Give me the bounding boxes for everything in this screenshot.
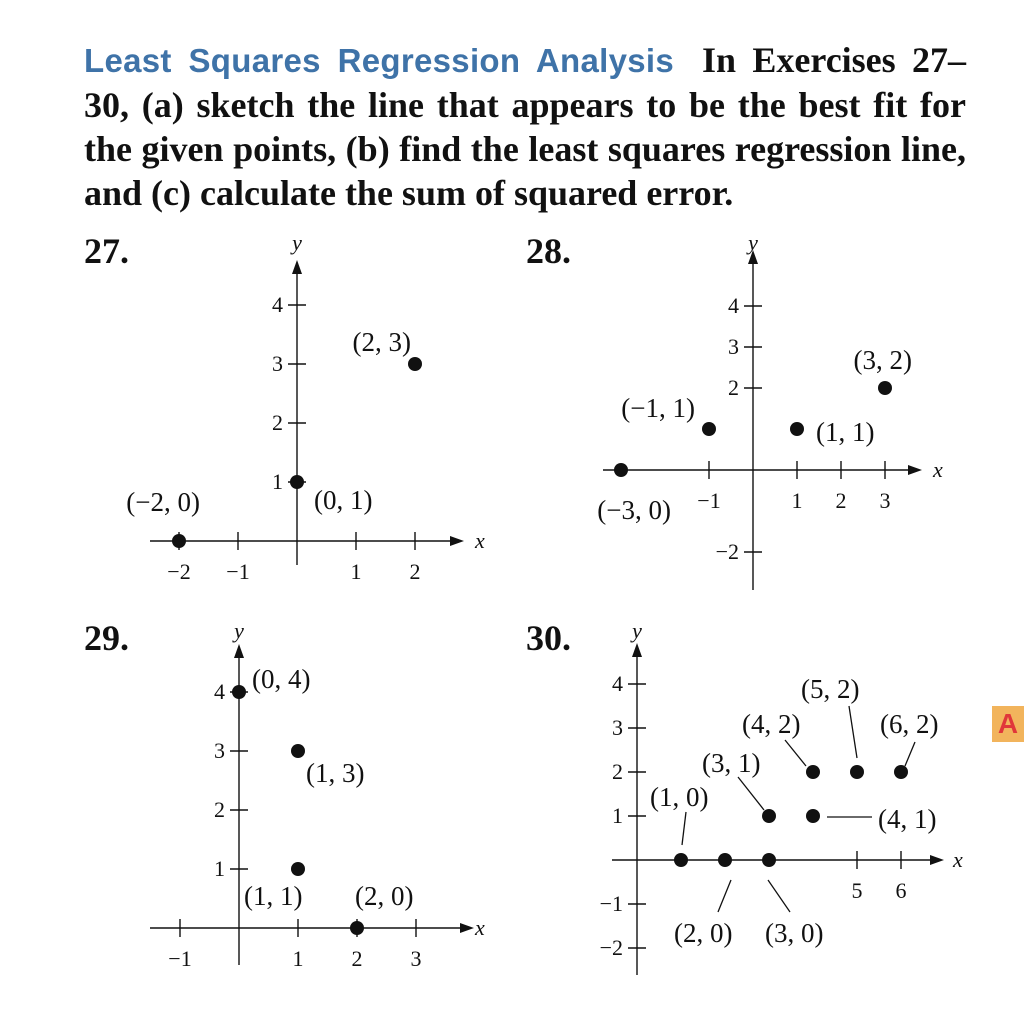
x-axis-label: x [475, 915, 485, 940]
data-point [762, 809, 776, 823]
highlight-icon[interactable]: A [992, 706, 1024, 742]
point-label: (1, 1) [244, 881, 303, 911]
data-point [790, 422, 804, 436]
data-point [291, 744, 305, 758]
x-tick-label: −1 [226, 559, 250, 584]
x-tick-label: 1 [292, 946, 304, 971]
leader-line [849, 706, 857, 758]
point-label: (3, 1) [702, 748, 761, 778]
x-tick-label: 2 [409, 559, 421, 584]
leader-line [682, 812, 686, 845]
y-tick-label: −2 [715, 539, 739, 564]
y-axis-label: y [748, 230, 758, 255]
y-tick-label: 4 [612, 671, 623, 696]
x-tick-label: −2 [167, 559, 191, 584]
data-point [878, 381, 892, 395]
x-tick-label: 6 [895, 878, 907, 903]
y-tick-label: 4 [728, 293, 739, 318]
section-heading: Least Squares Regression Analysis [84, 42, 675, 79]
x-tick-label: 2 [351, 946, 363, 971]
y-tick-label: 1 [612, 803, 623, 828]
data-point [718, 853, 732, 867]
point-label: (0, 4) [252, 664, 311, 694]
point-label: (6, 2) [880, 709, 939, 739]
leader-line [768, 880, 790, 912]
data-point [674, 853, 688, 867]
x-axis-label: x [933, 457, 943, 482]
point-label: (3, 2) [853, 345, 912, 375]
y-axis-label: y [632, 618, 642, 643]
x-tick-label: −1 [697, 488, 721, 513]
point-label: (3, 0) [765, 918, 824, 948]
data-point [350, 921, 364, 935]
y-tick-label: 2 [728, 375, 739, 400]
x-tick-label: 1 [350, 559, 362, 584]
x-tick-label: 1 [791, 488, 803, 513]
y-axis-label: y [234, 618, 244, 643]
y-tick-label: 3 [728, 334, 739, 359]
y-tick-label: 1 [272, 469, 283, 494]
data-point [850, 765, 864, 779]
data-point [172, 534, 186, 548]
data-point [232, 685, 246, 699]
data-point [762, 853, 776, 867]
exercise-number-27: 27. [84, 231, 129, 271]
exercise-number-28: 28. [526, 231, 571, 271]
data-point [806, 809, 820, 823]
point-label: (2, 3) [352, 327, 411, 357]
y-tick-label: 2 [214, 797, 225, 822]
y-tick-label: 4 [272, 292, 283, 317]
point-label: (−2, 0) [126, 487, 200, 517]
x-axis-arrow [930, 855, 944, 865]
exercise-number-29: 29. [84, 618, 129, 658]
leader-line [905, 742, 915, 766]
y-tick-label: 2 [272, 410, 283, 435]
y-tick-label: 3 [272, 351, 283, 376]
data-point [408, 357, 422, 371]
instructions-text: In Exercises 27–30, (a) sketch the line that appears to be the best fit for the given points, (b) find the least squares regression line, and (c) calculate the sum of squared error. [84, 40, 966, 213]
point-label: (2, 0) [355, 881, 414, 911]
y-tick-label: 2 [612, 759, 623, 784]
x-axis-label: x [475, 528, 485, 553]
data-point [614, 463, 628, 477]
point-label: (5, 2) [801, 674, 860, 704]
x-axis-label: x [953, 847, 963, 872]
x-axis-arrow [450, 536, 464, 546]
y-axis-arrow [234, 644, 244, 658]
x-tick-label: 5 [851, 878, 863, 903]
x-axis-arrow [908, 465, 922, 475]
x-tick-label: −1 [168, 946, 192, 971]
point-label: (2, 0) [674, 918, 733, 948]
point-label: (0, 1) [314, 485, 373, 515]
point-label: (−3, 0) [597, 495, 671, 525]
y-tick-label: 1 [214, 856, 225, 881]
x-tick-label: 3 [410, 946, 422, 971]
point-label: (1, 1) [816, 417, 875, 447]
x-tick-label: 2 [835, 488, 847, 513]
data-point [291, 862, 305, 876]
data-point [702, 422, 716, 436]
point-label: (−1, 1) [621, 393, 695, 423]
y-axis-arrow [632, 643, 642, 657]
point-label: (4, 1) [878, 804, 937, 834]
point-label: (4, 2) [742, 709, 801, 739]
exercise-number-30: 30. [526, 618, 571, 658]
y-tick-label: 3 [214, 738, 225, 763]
leader-line [718, 880, 731, 912]
leader-line [738, 777, 764, 810]
leader-line [785, 740, 806, 766]
y-axis-arrow [292, 260, 302, 274]
y-tick-label: 3 [612, 715, 623, 740]
y-tick-label: 4 [214, 679, 225, 704]
y-tick-label: −2 [599, 935, 623, 960]
data-point [806, 765, 820, 779]
y-axis-label: y [292, 230, 302, 255]
point-label: (1, 3) [306, 758, 365, 788]
x-axis-arrow [460, 923, 474, 933]
data-point [290, 475, 304, 489]
data-point [894, 765, 908, 779]
x-tick-label: 3 [879, 488, 891, 513]
point-label: (1, 0) [650, 782, 709, 812]
y-tick-label: −1 [599, 891, 623, 916]
